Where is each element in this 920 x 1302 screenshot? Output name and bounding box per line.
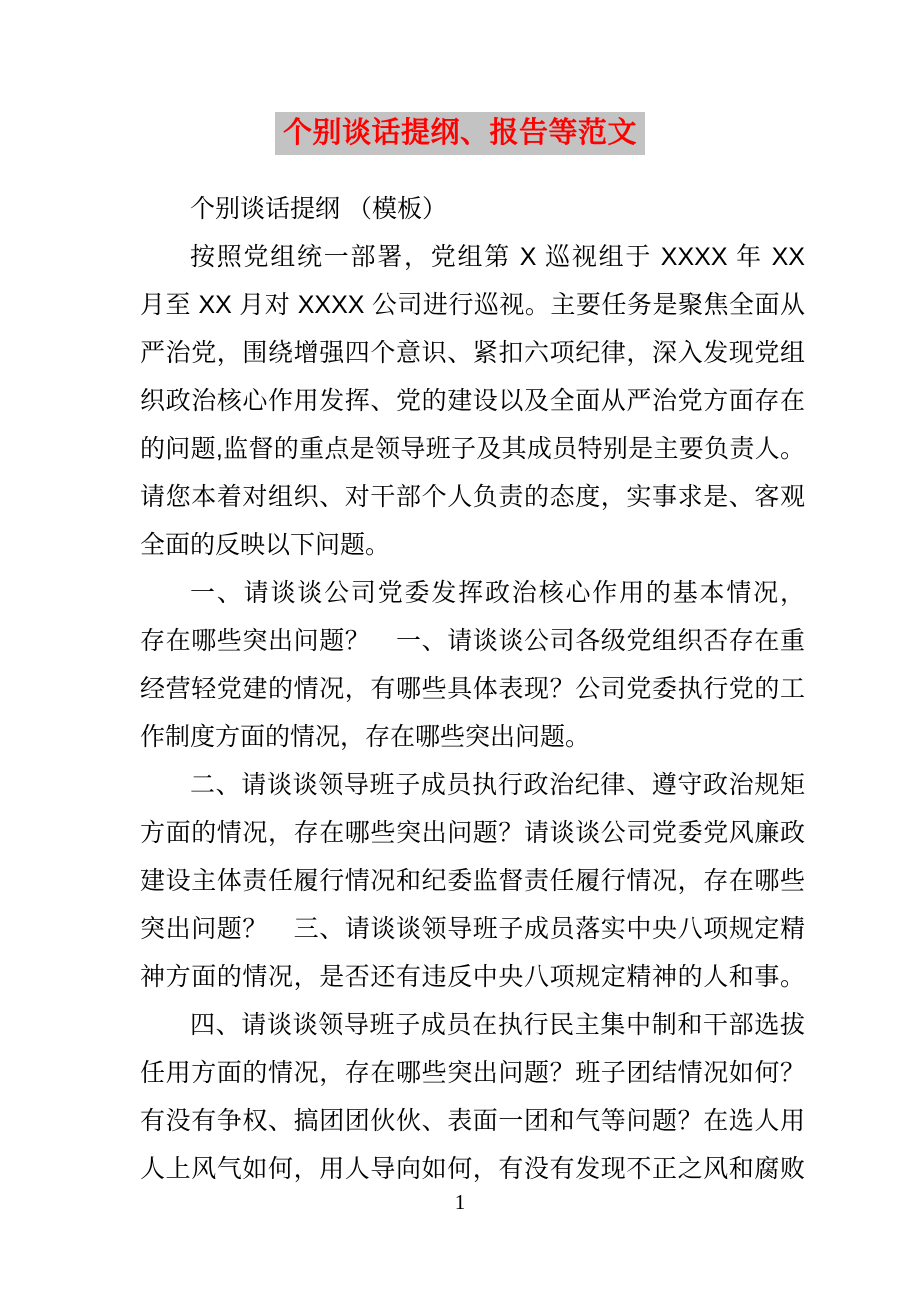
body-line: 全面的反映以下问题。 [140,531,391,559]
body-line: 按照党组统一部署，党组第 X 巡视组于 XXXX 年 XX [190,243,805,271]
document-subtitle: 个别谈话提纲 （模板） [190,195,447,223]
page-number: 1 [454,1190,466,1214]
body-line: 存在哪些突出问题？ 一、请谈谈公司各级党组织否存在重 [140,627,805,655]
body-line: 突出问题？ 三、请谈谈领导班子成员落实中央八项规定精 [140,915,805,943]
body-line: 的问题,监督的重点是领导班子及其成员特别是主要负责人。 [140,435,805,463]
document-body [140,185,805,1193]
body-line: 二、请谈谈领导班子成员执行政治纪律、遵守政治规矩 [190,771,805,799]
body-line: 四、请谈谈领导班子成员在执行民主集中制和干部选拔 [190,1011,805,1039]
body-line: 严治党，围绕增强四个意识、紧扣六项纪律，深入发现党组 [140,339,805,367]
body-line: 请您本着对组织、对干部个人负责的态度，实事求是、客观 [140,483,805,511]
body-line: 有没有争权、搞团团伙伙、表面一团和气等问题？在选人用 [140,1107,805,1135]
body-line: 神方面的情况，是否还有违反中央八项规定精神的人和事。 [140,963,805,991]
body-line: 作制度方面的情况，存在哪些突出问题。 [140,723,591,751]
title-row [0,112,920,155]
body-line: 建设主体责任履行情况和纪委监督责任履行情况，存在哪些 [140,867,805,895]
body-line: 织政治核心作用发挥、党的建设以及全面从严治党方面存在 [140,387,805,415]
body-line: 一、请谈谈公司党委发挥政治核心作用的基本情况， [190,579,805,607]
document-title: 个别谈话提纲、报告等范文 [275,112,645,155]
body-line: 人上风气如何，用人导向如何，有没有发现不正之风和腐败 [140,1155,805,1183]
body-line: 任用方面的情况，存在哪些突出问题？班子团结情况如何？ [140,1059,805,1087]
body-line: 方面的情况，存在哪些突出问题？请谈谈公司党委党风廉政 [140,819,805,847]
body-line: 经营轻党建的情况，有哪些具体表现？公司党委执行党的工 [140,675,805,703]
body-line: 月至 XX 月对 XXXX 公司进行巡视。主要任务是聚焦全面从 [140,291,805,319]
